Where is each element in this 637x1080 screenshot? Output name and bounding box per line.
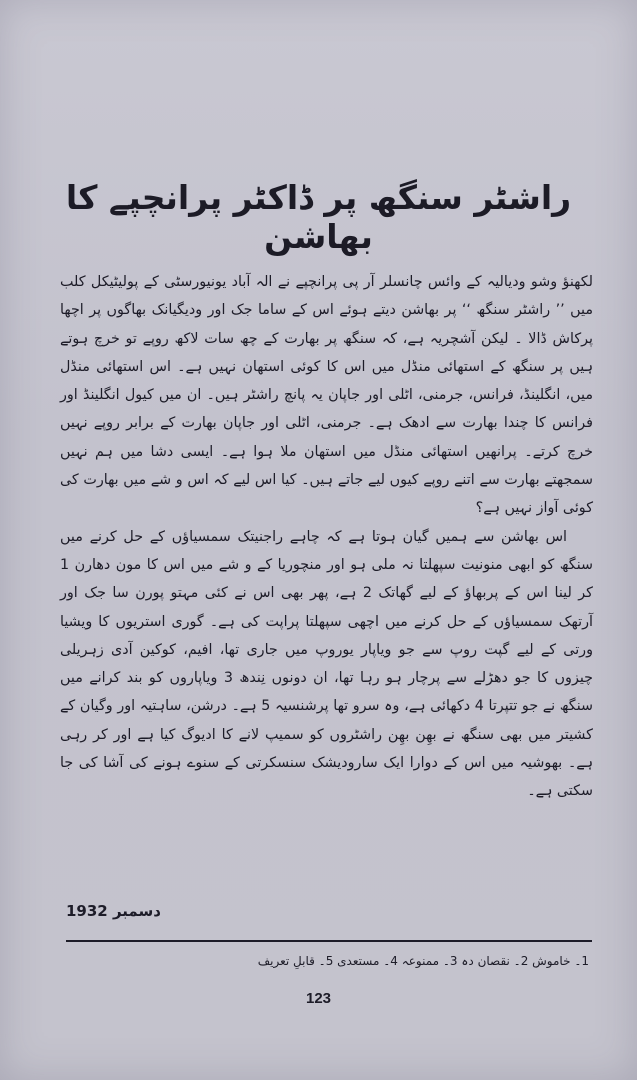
paragraph-2: اس بھاشن سے ہمیں گیان ہوتا ہے کہ چاہے راجنیتک سمسیاؤں کے حل کرنے میں سنگھ کو ابھی منونیت سپھلتا نہ ملی ہو اور منچوریا کے و شے میں اس کا مون دھارن 1 کر لینا اس کے پربھاؤ کے لیے گھاتک 2 ہے، پھر بھی اس نے کئی مہتو پورن سا جک اور آرتھک سمسیاؤں کے حل کرنے میں اچھی سپھلتا پراپت کی ہے۔ گوری استریوں کا ویشیا ورتی کے لیے گپت روپ سے جو ویاپار یوروپ میں جاری تھا، افیم، کوکین آدی زہریلی چیزوں کا جو دھڑلے سے پرچار ہو رہا تھا، ان دونوں نِندھ 3 ویاپاروں کو بند کرانے میں سنگھ نے جو تتپرتا 4 دکھائی ہے، وہ سرو تھا پرشنسیہ 5 ہے۔ درشن، ساہتیہ اور وگیان کے کشیتر میں بھی سنگھ نے بھِن بھِن راشٹروں کو سمیپ لانے کا ادیوگ کیا ہے اور کر رہی ہے۔ بھوشیہ میں اس کے دوارا ایک سارودیشک سنسکرتی کے سنوے ہونے کی آشا کی جا سکتی ہے۔ [60, 528, 594, 800]
footnote-divider [66, 940, 592, 942]
paragraph-1: لکھنؤ وشو ودیالیہ کے وائس چانسلر آر پی پرانچپے نے الہ آباد یونیورسٹی کے پولیٹیکل کلب میں ’’ راشٹر سنگھ ‘‘ پر بھاشن دیتے ہوئے اس کے ساما جک اور ودیگیانک بھاگوں پر اچھا پرکاش ڈالا ۔ لیکن آشچریہ ہے، کہ سنگھ پر بھارت کے چھ سات لاکھ روپے تو خرچ ہوتے ہیں پر سنگھ کے استھائی منڈل میں اس کا کوئی استھان نہیں ہے۔ اس استھائی منڈل میں، انگلینڈ، فرانس، جرمنی، اٹلی اور جاپان یہ پانچ راشٹر ہیں۔ ان میں کیول انگلینڈ اور فرانس کا چندا بھارت سے ادھک ہے۔ جرمنی، اٹلی اور جاپان بھارت کے برابر روپے نہیں خرچ کرتے۔ پرانھیں استھائی منڈل میں استھان ملا ہوا ہے۔ ایسی دشا میں ہم نہیں سمجھتے بھارت سے اتنے روپے کیوں لیے جاتے ہیں۔ کیا اس لیے کہ اس و شے میں بھارت کی کوئی آواز نہیں ہے؟ [60, 274, 593, 517]
footnotes: 1۔ خاموش 2۔ نقصان دہ 3۔ ممنوعہ 4۔ مستعدی 5۔ قابلِ تعریف [257, 954, 589, 968]
article-title: راشٹر سنگھ پر ڈاکٹر پرانچپے کا بھاشن [65, 178, 572, 256]
page-number: 123 [305, 990, 332, 1007]
article-body [60, 268, 593, 806]
publication-date: دسمبر 1932 [66, 902, 161, 920]
